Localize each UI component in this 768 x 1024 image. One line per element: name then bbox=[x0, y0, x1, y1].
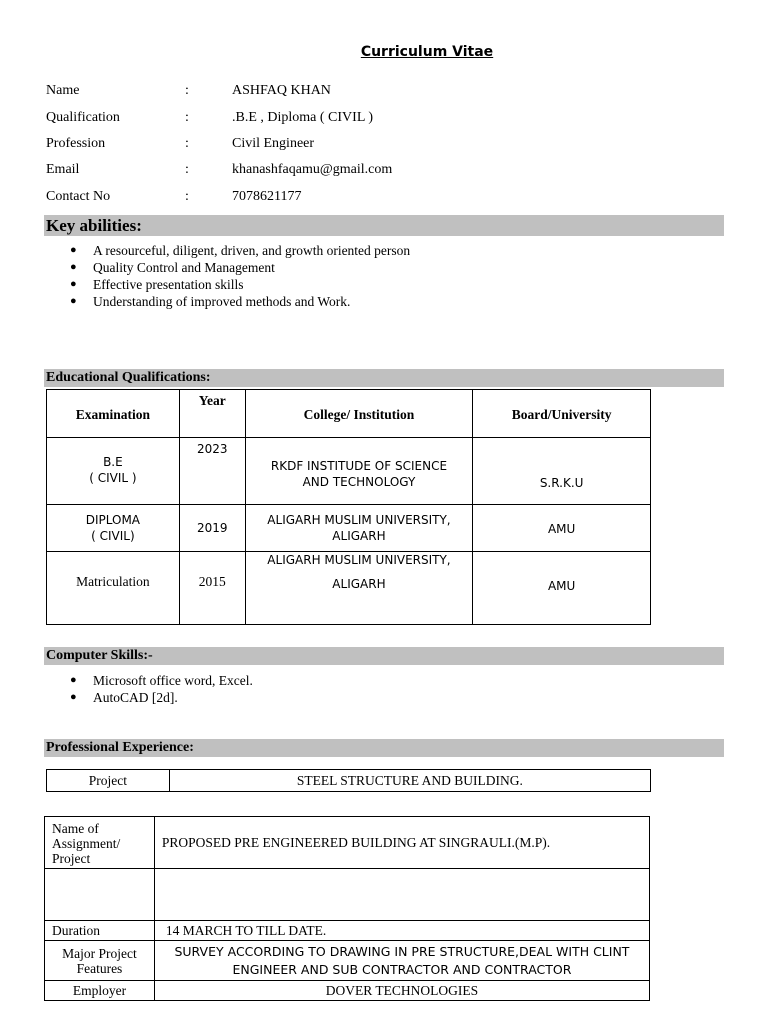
empty-cell bbox=[45, 869, 155, 921]
project-label: Project bbox=[47, 770, 170, 792]
info-colon: : bbox=[185, 162, 189, 177]
table-row bbox=[47, 770, 651, 792]
cell-board: S.R.K.U bbox=[473, 438, 651, 505]
cell-board: AMU bbox=[473, 505, 651, 552]
cell-college: ALIGARH MUSLIM UNIVERSITY, ALIGARH bbox=[245, 505, 473, 552]
features-label: Major Project Features bbox=[45, 941, 155, 981]
key-abilities-list bbox=[70, 242, 410, 310]
project-table bbox=[46, 769, 651, 792]
bullet-icon: ● bbox=[70, 244, 77, 256]
assignment-label: Name of Assignment/ Project bbox=[45, 817, 155, 869]
computer-skills-heading bbox=[44, 647, 724, 665]
info-colon: : bbox=[185, 110, 189, 125]
cell-college: ALIGARH MUSLIM UNIVERSITY, ALIGARH bbox=[245, 552, 473, 625]
assignment-table bbox=[44, 816, 650, 1001]
employer-label: Employer bbox=[45, 981, 155, 1001]
table-row bbox=[47, 552, 651, 625]
list-item-text: Quality Control and Management bbox=[93, 260, 275, 275]
bullet-icon: ● bbox=[70, 674, 77, 686]
header-board: Board/University bbox=[473, 390, 651, 438]
table-row bbox=[45, 981, 650, 1001]
info-label: Email bbox=[46, 162, 80, 177]
list-item-text: AutoCAD [2d]. bbox=[93, 690, 178, 705]
bullet-icon: ● bbox=[70, 691, 77, 703]
info-value: .B.E , Diploma ( CIVIL ) bbox=[232, 110, 374, 125]
table-row bbox=[45, 921, 650, 941]
header-college: College/ Institution bbox=[245, 390, 473, 438]
header-examination: Examination bbox=[47, 390, 180, 438]
cell-year: 2015 bbox=[179, 552, 245, 625]
section-heading-text: Key abilities: bbox=[46, 216, 142, 235]
list-item bbox=[70, 293, 410, 310]
cell-board: AMU bbox=[473, 552, 651, 625]
list-item bbox=[70, 242, 410, 259]
bullet-icon: ● bbox=[70, 278, 77, 290]
computer-skills-list bbox=[70, 672, 253, 706]
experience-heading bbox=[44, 739, 724, 757]
duration-label: Duration bbox=[45, 921, 155, 941]
list-item bbox=[70, 689, 253, 706]
section-heading-text: Computer Skills:- bbox=[46, 648, 153, 663]
bullet-icon: ● bbox=[70, 261, 77, 273]
info-label: Profession bbox=[46, 136, 106, 151]
info-value: Civil Engineer bbox=[232, 136, 315, 151]
info-label: Qualification bbox=[46, 110, 120, 125]
table-row bbox=[45, 817, 650, 869]
table-row bbox=[47, 505, 651, 552]
info-value: 7078621177 bbox=[232, 189, 302, 204]
list-item bbox=[70, 276, 410, 293]
table-row bbox=[45, 869, 650, 921]
cell-exam: B.E ( CIVIL ) bbox=[47, 438, 180, 505]
cell-exam: DIPLOMA ( CIVIL) bbox=[47, 505, 180, 552]
info-label: Name bbox=[46, 83, 80, 98]
info-colon: : bbox=[185, 83, 189, 98]
list-item-text: Effective presentation skills bbox=[93, 277, 244, 292]
employer-value: DOVER TECHNOLOGIES bbox=[154, 981, 649, 1001]
cell-year: 2019 bbox=[179, 505, 245, 552]
list-item bbox=[70, 672, 253, 689]
cell-college: RKDF INSTITUDE OF SCIENCE AND TECHNOLOGY bbox=[245, 438, 473, 505]
list-item bbox=[70, 259, 410, 276]
info-value: khanashfaqamu@gmail.com bbox=[232, 162, 393, 177]
info-value: ASHFAQ KHAN bbox=[232, 83, 331, 98]
bullet-icon: ● bbox=[70, 295, 77, 307]
education-table bbox=[46, 389, 651, 625]
header-year: Year bbox=[179, 390, 245, 438]
empty-cell bbox=[154, 869, 649, 921]
assignment-value: PROPOSED PRE ENGINEERED BUILDING AT SINGRAULI.(M.P). bbox=[154, 817, 649, 869]
table-row bbox=[45, 941, 650, 981]
document-title: Curriculum Vitae bbox=[360, 44, 494, 60]
project-value: STEEL STRUCTURE AND BUILDING. bbox=[169, 770, 650, 792]
table-row bbox=[47, 438, 651, 505]
section-heading-text: Professional Experience: bbox=[46, 740, 194, 755]
info-colon: : bbox=[185, 189, 189, 204]
list-item-text: A resourceful, diligent, driven, and growth oriented person bbox=[93, 243, 411, 258]
cell-exam: Matriculation bbox=[47, 552, 180, 625]
table-header-row bbox=[47, 390, 651, 438]
list-item-text: Understanding of improved methods and Work. bbox=[93, 294, 351, 309]
info-colon: : bbox=[185, 136, 189, 151]
section-heading-text: Educational Qualifications: bbox=[46, 370, 211, 385]
features-value: SURVEY ACCORDING TO DRAWING IN PRE STRUCTURE,DEAL WITH CLINT ENGINEER AND SUB CONTRACTOR AND CONTRACTOR bbox=[154, 941, 649, 981]
cell-year: 2023 bbox=[179, 438, 245, 505]
list-item-text: Microsoft office word, Excel. bbox=[93, 673, 253, 688]
duration-value: 14 MARCH TO TILL DATE. bbox=[154, 921, 649, 941]
info-label: Contact No bbox=[46, 189, 111, 204]
key-abilities-heading bbox=[44, 215, 724, 236]
education-heading bbox=[44, 369, 724, 387]
